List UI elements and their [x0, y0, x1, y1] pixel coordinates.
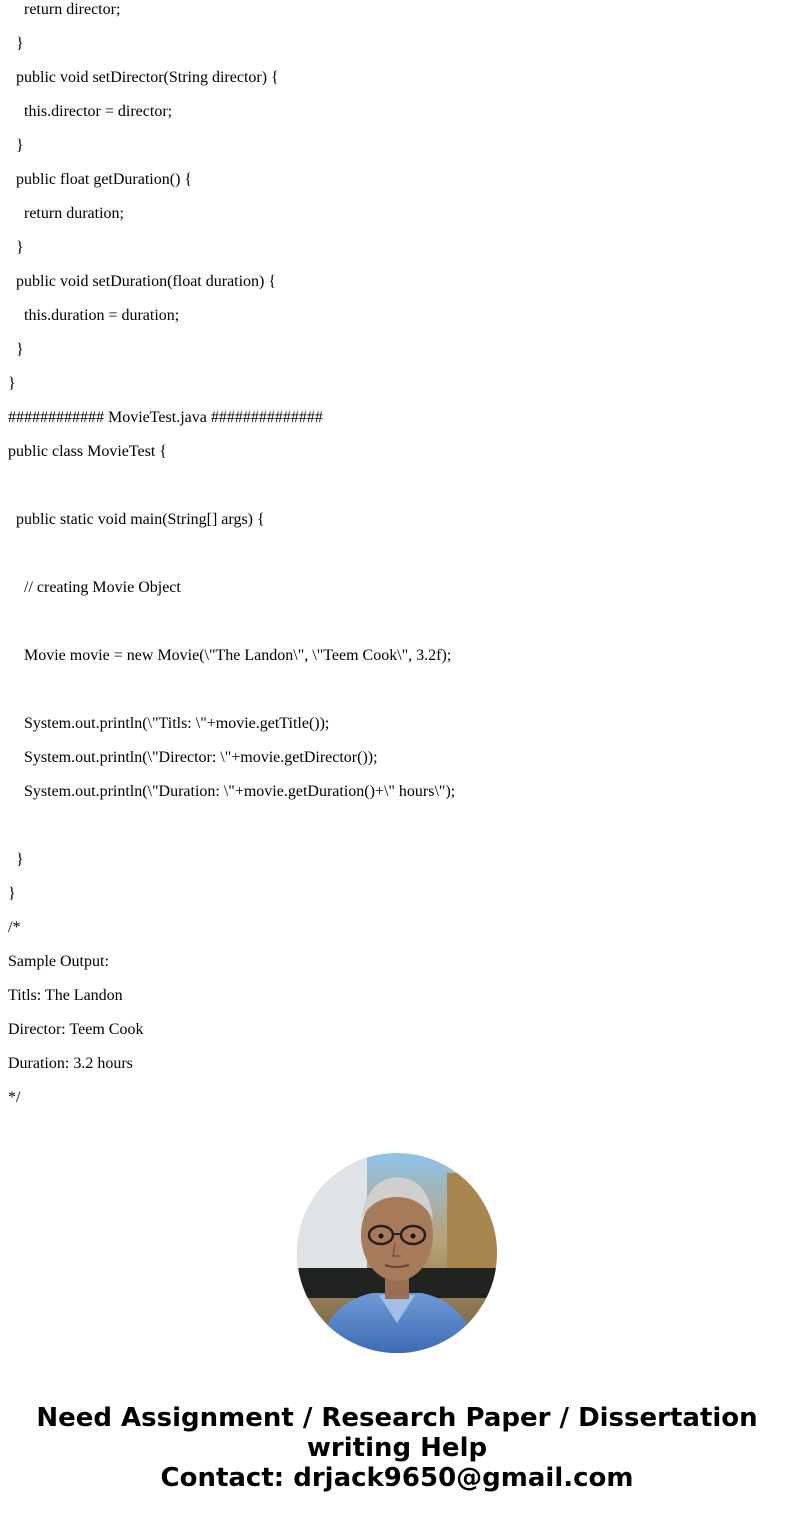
code-line: Titls: The Landon: [8, 987, 123, 1004]
code-line: }: [8, 137, 24, 154]
code-line: System.out.println(\"Director: \"+movie.getDirector());: [8, 749, 378, 766]
contact-email: Contact: drjack9650@gmail.com: [160, 1463, 634, 1493]
contact-banner: [0, 1403, 794, 1493]
code-line: public void setDirector(String director) {: [8, 69, 279, 86]
code-line: public static void main(String[] args) {: [8, 511, 265, 528]
code-line: this.duration = duration;: [8, 307, 180, 324]
code-line: return director;: [8, 1, 121, 18]
code-line: public float getDuration() {: [8, 171, 193, 188]
code-line: this.director = director;: [8, 103, 173, 120]
code-line: }: [8, 341, 24, 358]
code-line: System.out.println(\"Duration: \"+movie.getDuration()+\" hours\");: [8, 783, 456, 800]
code-line: return duration;: [8, 205, 124, 222]
code-line: }: [8, 851, 24, 868]
code-line: */: [8, 1089, 21, 1106]
code-line: Duration: 3.2 hours: [8, 1055, 133, 1072]
banner-subheadline: writing Help: [306, 1433, 488, 1463]
code-line: Movie movie = new Movie(\"The Landon\", \"Teem Cook\", 3.2f);: [8, 647, 452, 664]
code-line: ############ MovieTest.java ##############: [8, 409, 323, 426]
code-line: }: [8, 375, 16, 392]
author-photo: [297, 1153, 497, 1353]
author-photo-portrait: [297, 1153, 497, 1353]
code-line: System.out.println(\"Titls: \"+movie.getTitle());: [8, 715, 330, 732]
code-line: }: [8, 35, 24, 52]
banner-headline: Need Assignment / Research Paper / Dissertation: [36, 1403, 758, 1433]
code-line: // creating Movie Object: [8, 579, 181, 596]
code-line: }: [8, 239, 24, 256]
code-line: Director: Teem Cook: [8, 1021, 144, 1038]
code-line: Sample Output:: [8, 953, 109, 970]
code-line: /*: [8, 919, 21, 936]
code-line: public class MovieTest {: [8, 443, 167, 460]
code-line: public void setDuration(float duration) {: [8, 273, 277, 290]
code-line: }: [8, 885, 16, 902]
